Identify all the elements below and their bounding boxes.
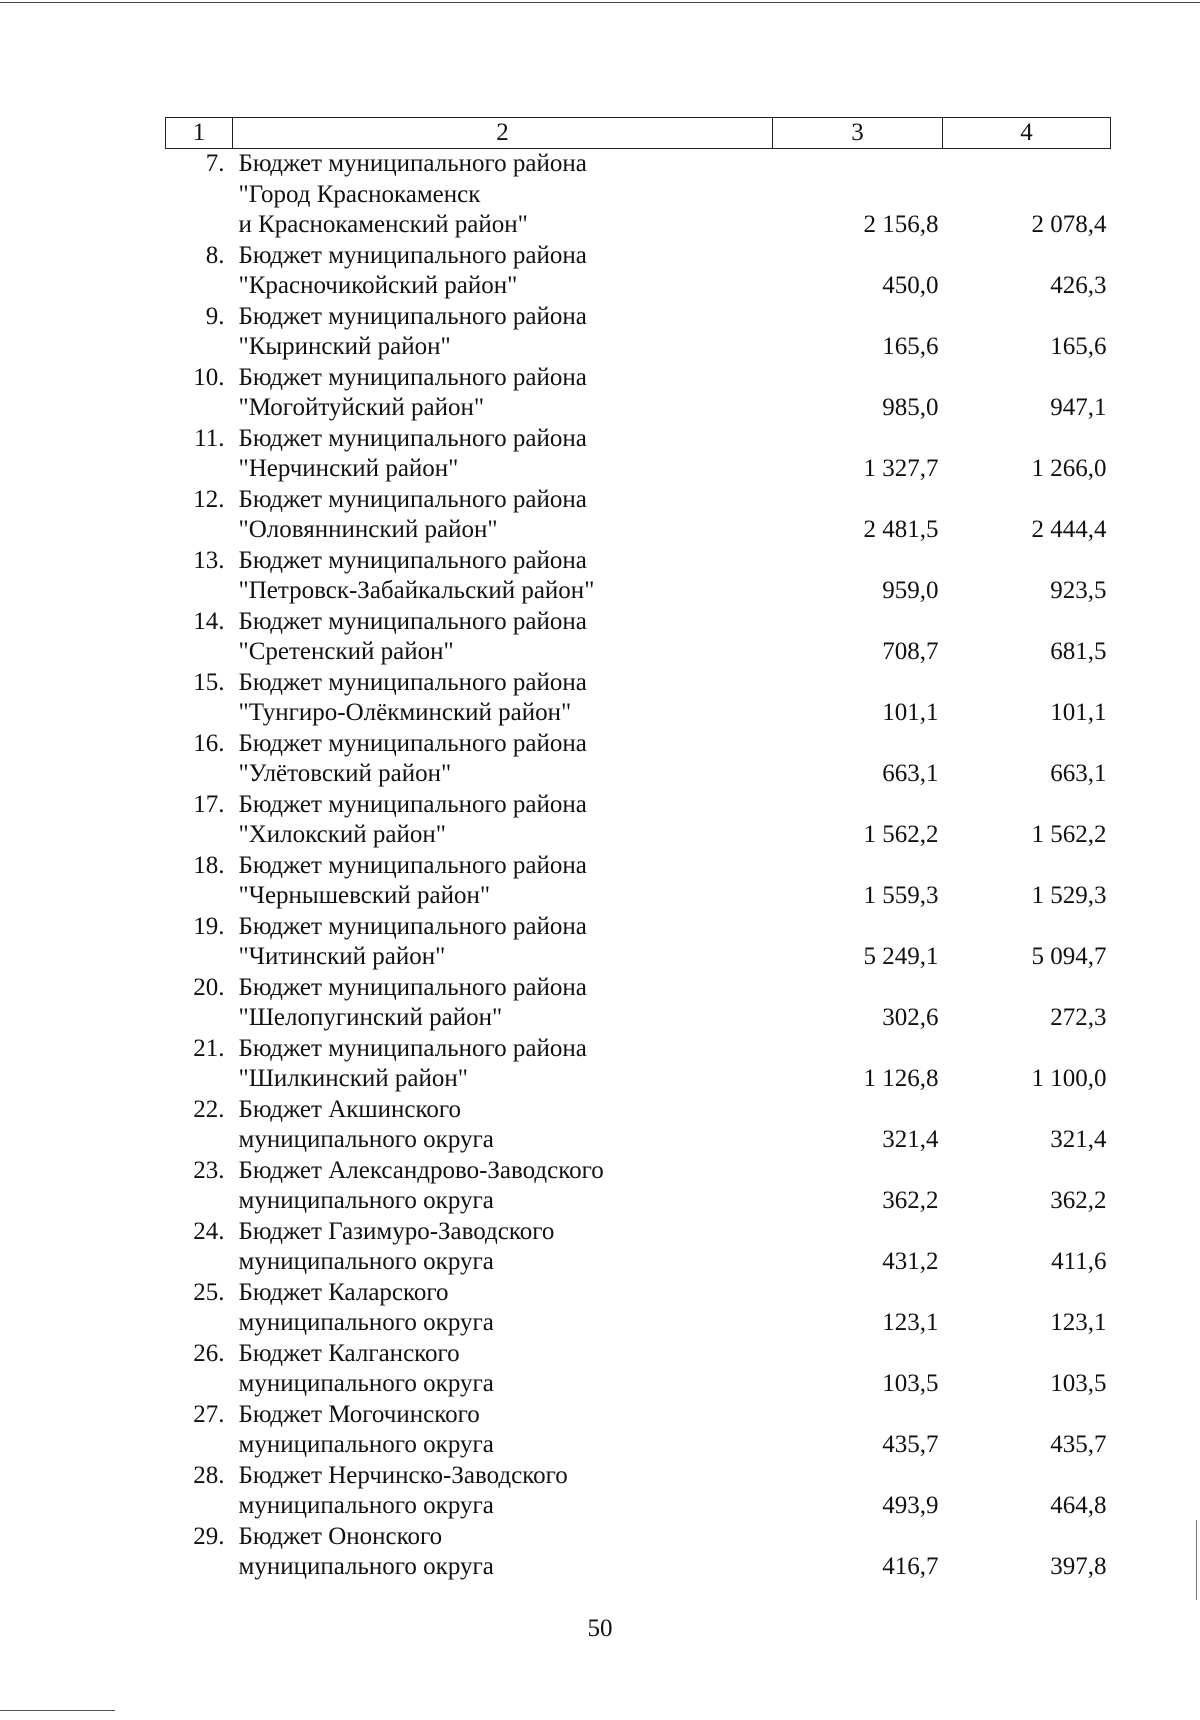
budget-name-line: "Шелопугинский район" (238, 1004, 503, 1031)
table-row (166, 1217, 1111, 1278)
table-row (166, 546, 1111, 607)
row-number: 21. (193, 1034, 225, 1062)
value-col-3: 493,9 (882, 1492, 939, 1519)
value-col-3: 302,6 (882, 1004, 939, 1031)
value-col-4: 397,8 (1050, 1553, 1107, 1580)
value-col-4: 103,5 (1050, 1370, 1107, 1397)
table-row (166, 149, 1111, 241)
budget-name-line: Бюджет муниципального района (238, 912, 587, 940)
row-number: 12. (193, 485, 225, 513)
budget-name-line: Бюджет муниципального района (238, 150, 587, 177)
budget-name-line: Бюджет муниципального района (238, 729, 587, 757)
value-col-3: 321,4 (882, 1126, 939, 1153)
budget-name (233, 302, 773, 363)
budget-name-line: Бюджет Могочинского (238, 1400, 480, 1428)
budget-name-line: Бюджет муниципального района (238, 668, 587, 696)
budget-name-line: муниципального округа (238, 1248, 494, 1275)
row-number: 17. (193, 790, 225, 818)
budget-name (233, 790, 773, 851)
value-col-3: 2 481,5 (863, 516, 939, 543)
budget-name-line: Бюджет муниципального района (238, 1034, 587, 1062)
value-col-4: 272,3 (1050, 1004, 1107, 1031)
budget-name-line: Бюджет муниципального района (238, 607, 587, 635)
budget-name-line: "Улётовский район" (238, 760, 452, 787)
budget-name (233, 1461, 773, 1522)
budget-name-line: "Оловяннинский район" (238, 516, 498, 543)
value-col-4: 2 078,4 (1031, 211, 1107, 238)
budget-table (165, 117, 1111, 1583)
value-col-3: 5 249,1 (863, 943, 939, 970)
value-col-4: 1 562,2 (1031, 821, 1107, 848)
value-col-3: 1 559,3 (863, 882, 939, 909)
budget-name-line: Бюджет Каларского (238, 1278, 449, 1306)
budget-name-line: Бюджет Калганского (238, 1339, 460, 1367)
value-col-3: 985,0 (882, 394, 939, 421)
budget-name-line: муниципального округа (238, 1187, 494, 1214)
budget-name-line: "Петровск-Забайкальский район" (238, 577, 595, 604)
value-col-4: 1 266,0 (1031, 455, 1107, 482)
header-col-2: 2 (233, 118, 773, 149)
value-col-3: 416,7 (882, 1553, 939, 1580)
budget-name-line: Бюджет муниципального района (238, 302, 587, 330)
value-col-3: 101,1 (882, 699, 939, 726)
value-col-4: 362,2 (1050, 1187, 1107, 1214)
table-row (166, 912, 1111, 973)
budget-name-line: "Шилкинский район" (238, 1065, 468, 1092)
value-col-3: 362,2 (882, 1187, 939, 1214)
page-number: 50 (587, 1615, 613, 1642)
budget-name (233, 485, 773, 546)
budget-name-line: "Хилокский район" (238, 821, 446, 848)
budget-name-line: "Тунгиро-Олёкминский район" (238, 699, 572, 726)
header-col-3: 3 (773, 118, 943, 149)
table-row (166, 668, 1111, 729)
row-number: 20. (193, 973, 225, 1001)
table-row (166, 241, 1111, 302)
budget-name-line: Бюджет муниципального района (238, 363, 587, 391)
budget-name (233, 851, 773, 912)
budget-name-line: "Сретенский район" (238, 638, 454, 665)
budget-name-line: Бюджет Ононского (238, 1522, 443, 1550)
table-row (166, 790, 1111, 851)
budget-name-line: муниципального округа (238, 1126, 494, 1153)
budget-name-line: муниципального округа (238, 1431, 494, 1458)
value-col-3: 435,7 (882, 1431, 939, 1458)
budget-name (233, 1034, 773, 1095)
budget-name (233, 729, 773, 790)
value-col-4: 1 529,3 (1031, 882, 1107, 909)
budget-name (233, 149, 773, 241)
budget-name (233, 607, 773, 668)
budget-name (233, 1339, 773, 1400)
budget-name-line: "Город Краснокаменск (238, 180, 481, 208)
value-col-4: 321,4 (1050, 1126, 1107, 1153)
table-header (166, 118, 1111, 149)
budget-name-line: "Могойтуйский район" (238, 394, 485, 421)
budget-name-line: "Красночикойский район" (238, 272, 518, 299)
table-row (166, 1095, 1111, 1156)
table-row (166, 363, 1111, 424)
budget-name (233, 1278, 773, 1339)
row-number: 16. (193, 729, 225, 757)
value-col-3: 1 562,2 (863, 821, 939, 848)
table-row (166, 1461, 1111, 1522)
budget-name-line: муниципального округа (238, 1553, 494, 1580)
row-number: 24. (193, 1217, 225, 1245)
header-col-4: 4 (943, 118, 1111, 149)
row-number: 9. (205, 302, 225, 330)
budget-name (233, 546, 773, 607)
value-col-3: 103,5 (882, 1370, 939, 1397)
value-col-4: 2 444,4 (1031, 516, 1107, 543)
value-col-3: 123,1 (882, 1309, 939, 1336)
header-col-1: 1 (166, 118, 233, 149)
table-row (166, 1339, 1111, 1400)
row-number: 25. (193, 1278, 225, 1306)
budget-name (233, 241, 773, 302)
row-number: 11. (194, 424, 225, 452)
value-col-4: 923,5 (1050, 577, 1107, 604)
value-col-4: 435,7 (1050, 1431, 1107, 1458)
budget-name-line: Бюджет муниципального района (238, 424, 587, 452)
budget-name-line: "Читинский район" (238, 943, 446, 970)
value-col-4: 663,1 (1050, 760, 1107, 787)
value-col-3: 165,6 (882, 333, 939, 360)
value-col-4: 426,3 (1050, 272, 1107, 299)
row-number: 27. (193, 1400, 225, 1428)
table-row (166, 1034, 1111, 1095)
table-row (166, 1400, 1111, 1461)
budget-name-line: Бюджет муниципального района (238, 851, 587, 879)
row-number: 8. (205, 241, 225, 269)
value-col-3: 450,0 (882, 272, 939, 299)
table-row (166, 1156, 1111, 1217)
budget-name (233, 1095, 773, 1156)
budget-name-line: Бюджет муниципального района (238, 485, 587, 513)
table-row (166, 302, 1111, 363)
budget-name (233, 912, 773, 973)
value-col-3: 959,0 (882, 577, 939, 604)
budget-name (233, 363, 773, 424)
row-number: 14. (193, 607, 225, 635)
row-number: 28. (193, 1461, 225, 1489)
value-col-3: 431,2 (882, 1248, 939, 1275)
budget-name (233, 973, 773, 1034)
table-row (166, 485, 1111, 546)
budget-name-line: Бюджет муниципального района (238, 790, 587, 818)
row-number: 10. (193, 363, 225, 391)
table-row (166, 424, 1111, 485)
budget-name-line: Бюджет Газимуро-Заводского (238, 1217, 555, 1245)
budget-name-line: Бюджет Акшинского (238, 1095, 462, 1123)
budget-name-line: Бюджет Нерчинско-Заводского (238, 1461, 568, 1489)
value-col-4: 1 100,0 (1031, 1065, 1107, 1092)
value-col-3: 663,1 (882, 760, 939, 787)
table-row (166, 607, 1111, 668)
value-col-4: 101,1 (1050, 699, 1107, 726)
budget-name-line: муниципального округа (238, 1370, 494, 1397)
budget-name-line: муниципального округа (238, 1492, 494, 1519)
budget-name-line: муниципального округа (238, 1309, 494, 1336)
budget-name-line: Бюджет муниципального района (238, 241, 587, 269)
value-col-4: 165,6 (1050, 333, 1107, 360)
row-number: 13. (193, 546, 225, 574)
value-col-4: 947,1 (1050, 394, 1107, 421)
budget-name-line: "Кыринский район" (238, 333, 451, 360)
value-col-4: 123,1 (1050, 1309, 1107, 1336)
budget-name-line: "Чернышевский район" (238, 882, 491, 909)
budget-name-line: Бюджет Александрово-Заводского (238, 1156, 604, 1184)
scan-edge-bottom (0, 1710, 115, 1711)
budget-table-container (165, 117, 1110, 1583)
table-row (166, 729, 1111, 790)
value-col-4: 464,8 (1050, 1492, 1107, 1519)
scan-edge-top (0, 2, 1200, 3)
budget-name (233, 668, 773, 729)
budget-name (233, 1400, 773, 1461)
value-col-3: 1 327,7 (863, 455, 939, 482)
value-col-3: 1 126,8 (863, 1065, 939, 1092)
row-number: 22. (193, 1095, 225, 1123)
table-row (166, 973, 1111, 1034)
row-number: 18. (193, 851, 225, 879)
value-col-4: 5 094,7 (1031, 943, 1107, 970)
table-row (166, 1522, 1111, 1583)
row-number: 29. (193, 1522, 225, 1550)
row-number: 23. (193, 1156, 225, 1184)
table-body (166, 149, 1111, 1583)
value-col-4: 681,5 (1050, 638, 1107, 665)
budget-name-line: "Нерчинский район" (238, 455, 459, 482)
budget-name (233, 1156, 773, 1217)
scan-edge-right (1196, 1520, 1197, 1600)
row-number: 15. (193, 668, 225, 696)
row-number: 26. (193, 1339, 225, 1367)
value-col-4: 411,6 (1051, 1248, 1107, 1275)
row-number: 7. (205, 150, 225, 177)
value-col-3: 708,7 (882, 638, 939, 665)
budget-name-line: Бюджет муниципального района (238, 546, 587, 574)
table-row (166, 851, 1111, 912)
row-number: 19. (193, 912, 225, 940)
value-col-3: 2 156,8 (863, 211, 939, 238)
budget-name-line: Бюджет муниципального района (238, 973, 587, 1001)
budget-name (233, 1522, 773, 1583)
budget-name-line: и Краснокаменский район" (238, 211, 528, 238)
budget-name (233, 1217, 773, 1278)
budget-name (233, 424, 773, 485)
table-row (166, 1278, 1111, 1339)
